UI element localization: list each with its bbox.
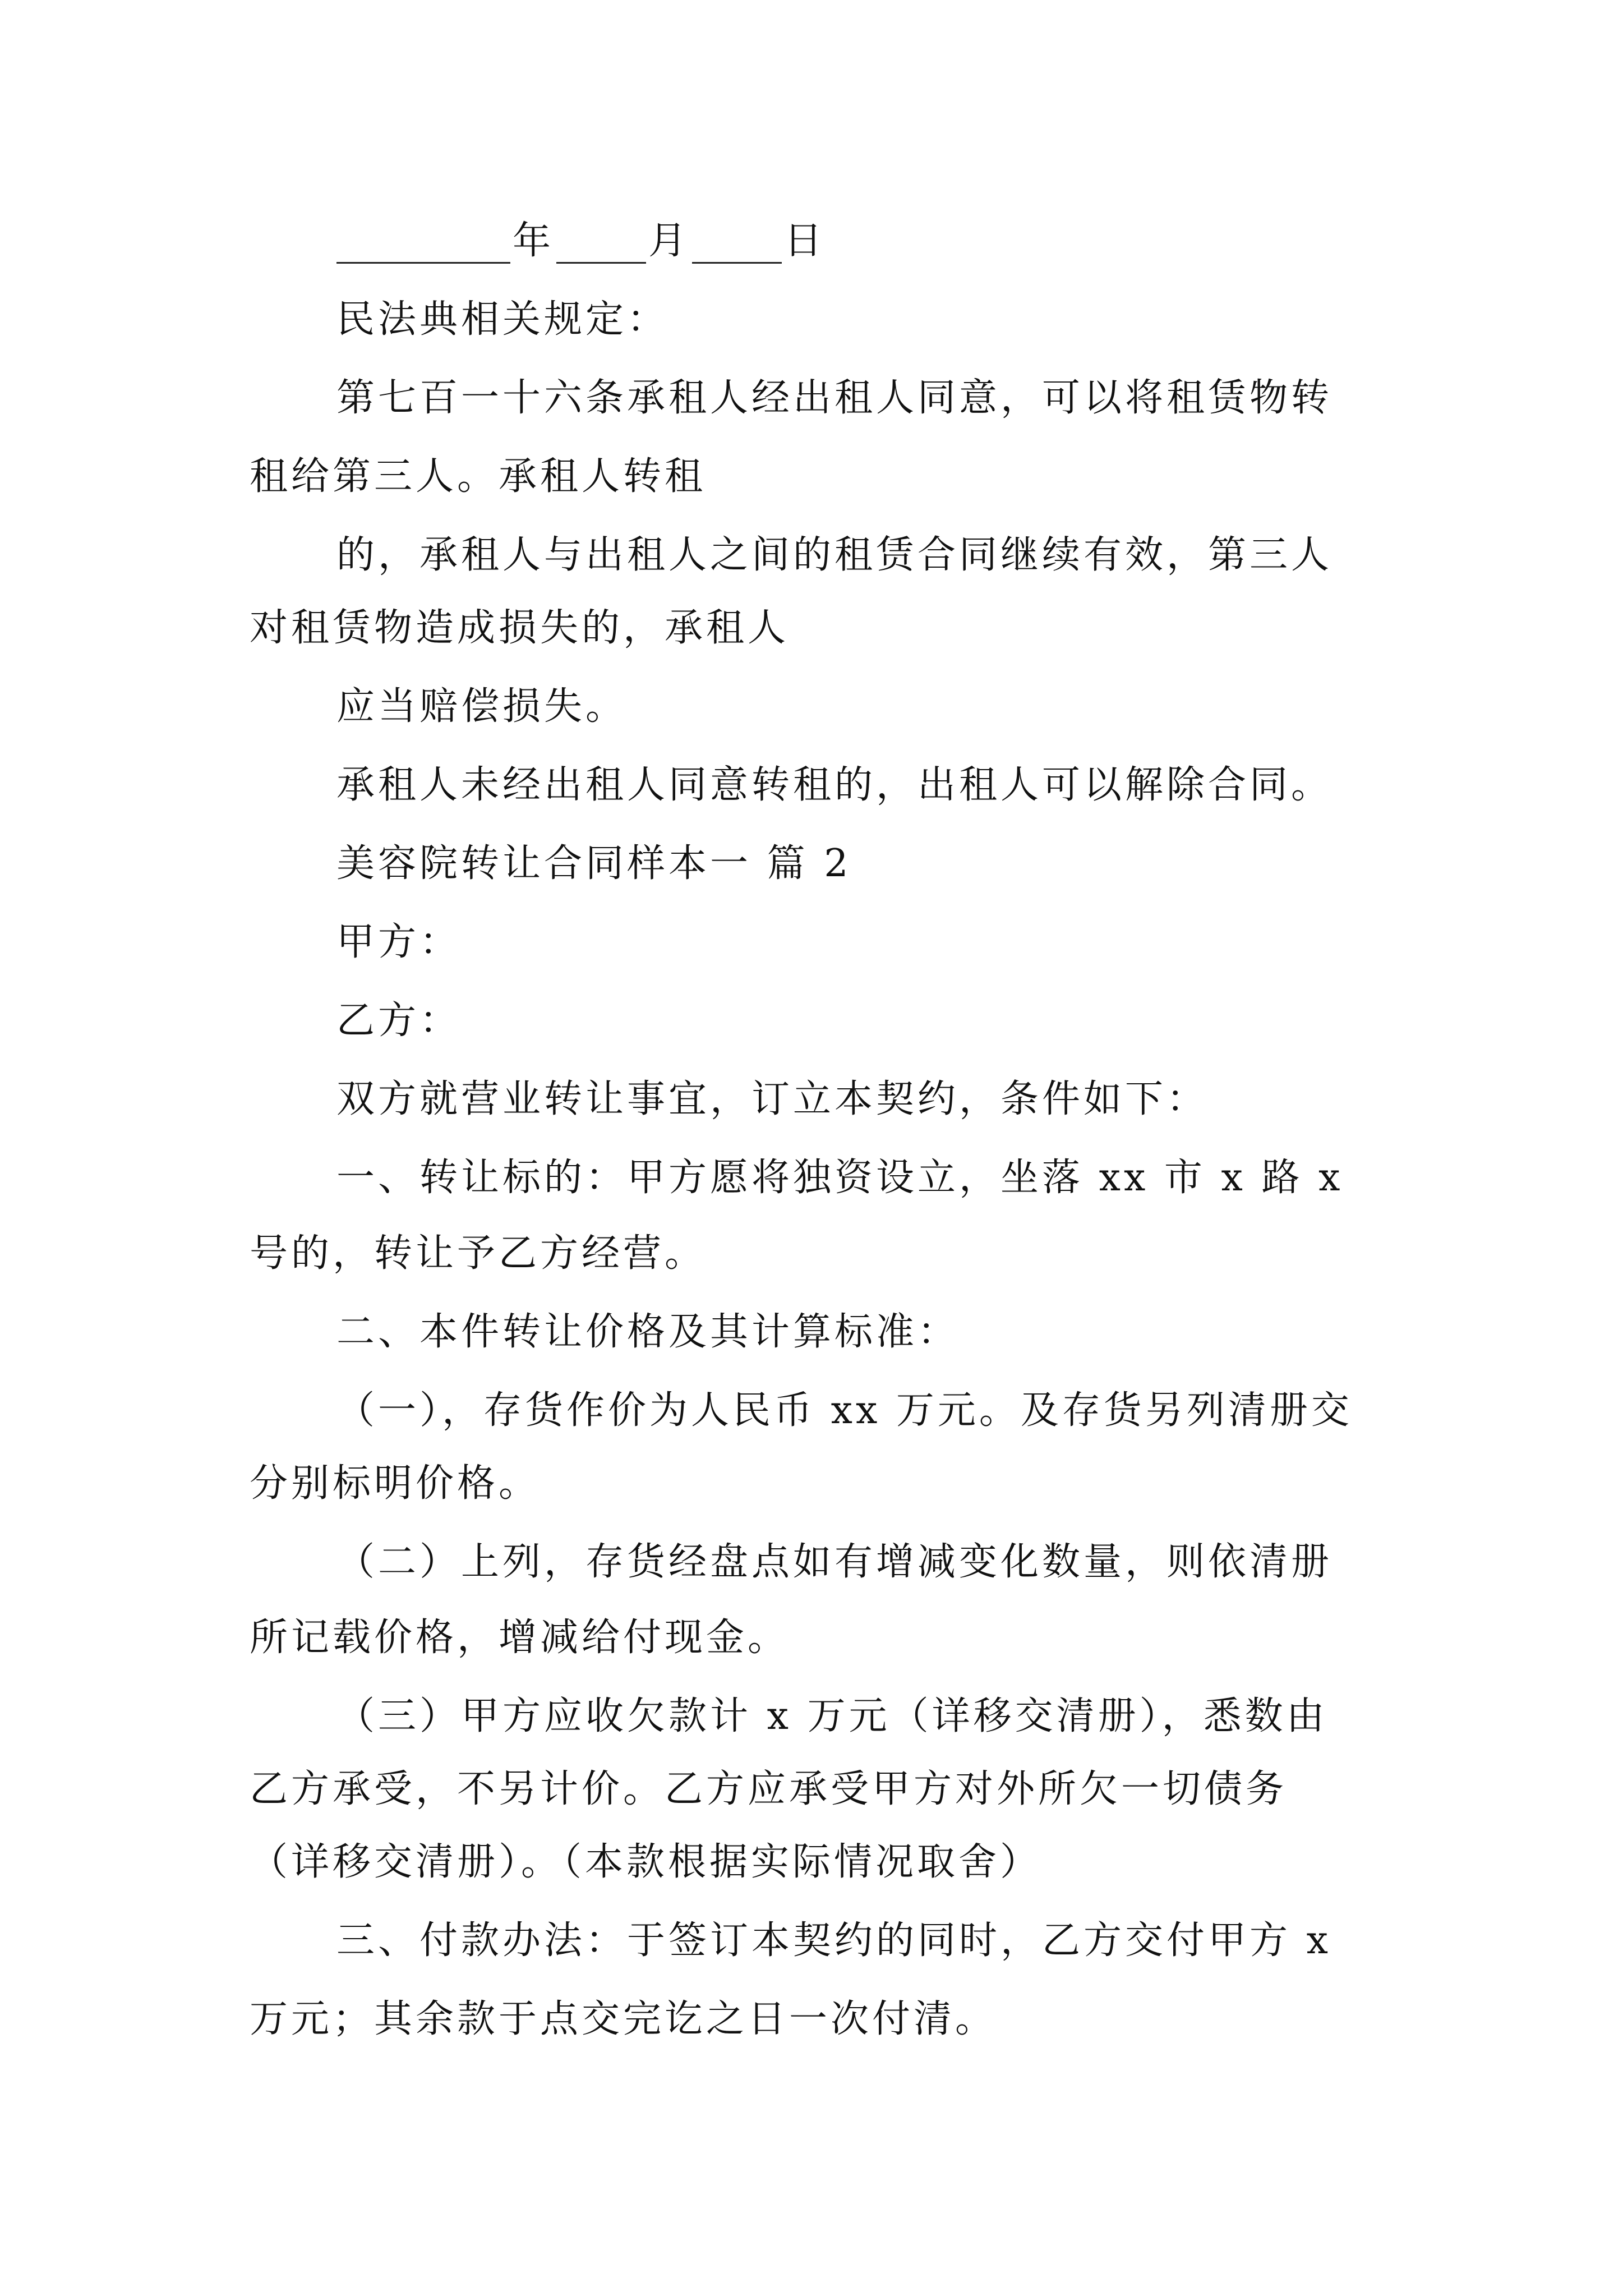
paragraph-line: 分别标明价格。	[250, 1461, 541, 1506]
paragraph-line: 所记载价格，增减给付现金。	[250, 1616, 790, 1660]
paragraph-line: 民法典相关规定：	[336, 297, 669, 342]
day-blank	[692, 226, 782, 264]
year-blank	[336, 226, 510, 264]
paragraph-line: 二、本件转让价格及其计算标准：	[336, 1310, 960, 1354]
paragraph-line: 一、转让标的：甲方愿将独资设立，坐落 xx 市 x 路 x	[336, 1156, 1344, 1200]
paragraph-line: 万元；其余款于点交完讫之日一次付清。	[250, 1997, 997, 2041]
paragraph-line: （三）甲方应收欠款计 x 万元（详移交清册），悉数由	[336, 1694, 1328, 1738]
paragraph-line: 租给第三人。承租人转租	[250, 454, 707, 499]
party-a-label: 甲方：	[336, 920, 462, 964]
paragraph-line: 双方就营业转让事宜，订立本契约，条件如下：	[336, 1077, 1209, 1121]
paragraph-line: 对租赁物造成损失的，承租人	[250, 606, 790, 650]
paragraph-line: 承租人未经出租人同意转租的，出租人可以解除合同。	[336, 763, 1333, 807]
paragraph-line: （二）上列，存货经盘点如有增减变化数量，则依清册	[336, 1540, 1333, 1584]
month-label: 月	[648, 219, 690, 263]
paragraph-line: 号的，转让予乙方经营。	[250, 1231, 707, 1276]
paragraph-line: 三、付款办法：于签订本契约的同时，乙方交付甲方 x	[336, 1918, 1331, 1963]
paragraph-line: 乙方承受，不另计价。乙方应承受甲方对外所欠一切债务	[250, 1767, 1288, 1811]
paragraph-line: 第七百一十六条承租人经出租人同意，可以将租赁物转	[336, 376, 1333, 420]
year-label: 年	[513, 219, 555, 263]
paragraph-line: （一），存货作价为人民币 xx 万元。及存货另列清册交	[336, 1388, 1353, 1433]
paragraph-line: 的，承租人与出租人之间的租赁合同继续有效，第三人	[336, 533, 1333, 577]
paragraph-line: （详移交清册）。（本款根据实际情况取舍）	[250, 1840, 1042, 1884]
paragraph-line: 应当赔偿损失。	[336, 684, 628, 729]
date-line	[336, 219, 828, 264]
party-b-label: 乙方：	[336, 999, 462, 1043]
day-label: 日	[784, 219, 826, 263]
section-heading: 美容院转让合同样本一 篇 2	[336, 841, 852, 886]
month-blank	[556, 226, 646, 264]
